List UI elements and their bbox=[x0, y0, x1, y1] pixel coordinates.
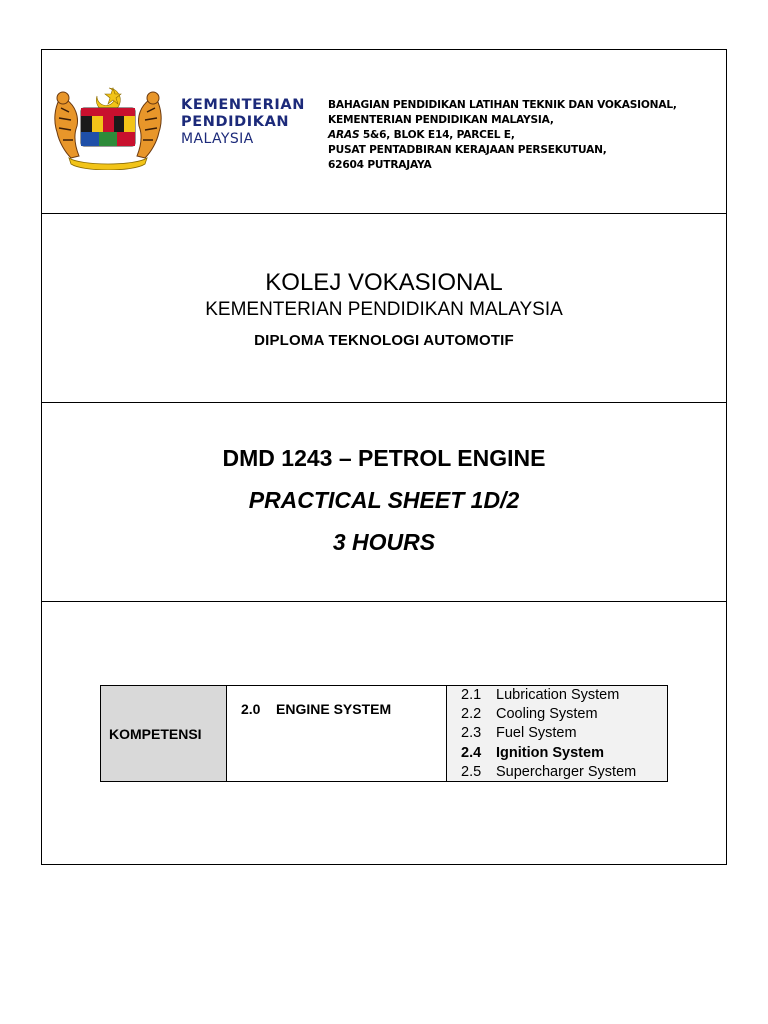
competency-label: KOMPETENSI bbox=[101, 686, 227, 781]
competency-main bbox=[227, 686, 447, 781]
college-subtitle: KEMENTERIAN PENDIDIKAN MALAYSIA bbox=[205, 299, 563, 320]
address-line-1: BAHAGIAN PENDIDIKAN LATIHAN TEKNIK DAN VOKASIONAL, bbox=[328, 99, 677, 111]
list-item bbox=[447, 724, 667, 743]
competency-main-label: ENGINE SYSTEM bbox=[276, 701, 392, 717]
item-number: 2.3 bbox=[461, 725, 482, 742]
list-item bbox=[447, 705, 667, 724]
address-line-3 bbox=[328, 128, 677, 143]
item-number: 2.1 bbox=[461, 687, 482, 703]
header-section bbox=[42, 50, 726, 214]
competency-main-number: 2.0 bbox=[241, 701, 261, 717]
address-line-5: 62604 PUTRAJAYA bbox=[328, 159, 432, 171]
item-number: 2.5 bbox=[461, 763, 482, 780]
item-label: Fuel System bbox=[496, 725, 577, 742]
address-line-3-rest: 5&6, BLOK E14, PARCEL E, bbox=[359, 129, 515, 141]
competency-table bbox=[100, 685, 668, 782]
competency-section bbox=[42, 602, 726, 864]
address-line-3-italic: ARAS bbox=[328, 129, 360, 141]
course-title: DMD 1243 – PETROL ENGINE bbox=[222, 445, 546, 471]
item-label: Ignition System bbox=[496, 744, 604, 761]
item-label: Cooling System bbox=[496, 706, 598, 723]
course-section bbox=[42, 403, 726, 602]
ministry-address bbox=[328, 98, 677, 173]
item-number: 2.2 bbox=[461, 706, 482, 723]
item-label: Supercharger System bbox=[496, 763, 637, 780]
list-item-highlighted bbox=[447, 744, 667, 763]
college-section bbox=[42, 214, 726, 403]
address-line-4: PUSAT PENTADBIRAN KERAJAAN PERSEKUTUAN, bbox=[328, 144, 607, 156]
college-title: KOLEJ VOKASIONAL bbox=[265, 269, 503, 296]
ministry-line-1: KEMENTERIAN bbox=[181, 97, 305, 113]
program-title: DIPLOMA TEKNOLOGI AUTOMOTIF bbox=[254, 332, 514, 349]
duration-label: 3 HOURS bbox=[332, 529, 436, 555]
cover-frame bbox=[41, 49, 727, 865]
ministry-name bbox=[181, 97, 305, 148]
malaysia-coat-of-arms-icon bbox=[51, 86, 165, 170]
ministry-line-3: MALAYSIA bbox=[181, 131, 254, 147]
address-line-2: KEMENTERIAN PENDIDIKAN MALAYSIA, bbox=[328, 114, 554, 126]
item-number: 2.4 bbox=[461, 744, 482, 761]
competency-items bbox=[447, 686, 667, 781]
practical-sheet-title: PRACTICAL SHEET 1D/2 bbox=[248, 487, 520, 513]
list-item bbox=[447, 686, 667, 705]
item-label: Lubrication System bbox=[496, 687, 620, 703]
ministry-line-2: PENDIDIKAN bbox=[181, 114, 290, 130]
list-item bbox=[447, 763, 667, 782]
